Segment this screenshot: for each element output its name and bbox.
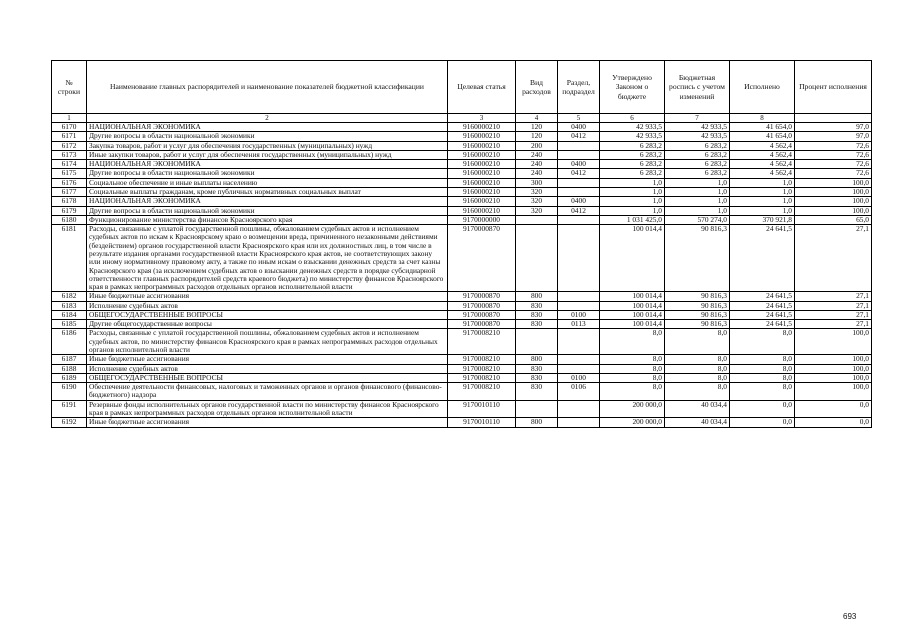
row-target-article: 9170008210 bbox=[448, 364, 516, 373]
row-expense-type: 800 bbox=[516, 355, 558, 364]
row-target-article: 9160000210 bbox=[448, 187, 516, 196]
row-budget-schedule: 40 034,4 bbox=[665, 418, 730, 427]
row-number: 6182 bbox=[52, 292, 87, 301]
row-budget-schedule: 40 034,4 bbox=[665, 400, 730, 418]
row-percent: 100,0 bbox=[795, 355, 872, 364]
row-section bbox=[558, 292, 600, 301]
row-expense-type: 830 bbox=[516, 364, 558, 373]
row-section: 0106 bbox=[558, 383, 600, 401]
row-name: ОБЩЕГОСУДАРСТВЕННЫЕ ВОПРОСЫ bbox=[87, 373, 448, 382]
row-percent: 0,0 bbox=[795, 418, 872, 427]
table-row bbox=[52, 373, 872, 382]
row-section bbox=[558, 364, 600, 373]
row-name: Иные закупки товаров, работ и услуг для обеспечения государственных (муниципальных) нужд bbox=[87, 150, 448, 159]
row-target-article: 9170008210 bbox=[448, 355, 516, 364]
row-expense-type: 800 bbox=[516, 418, 558, 427]
row-target-article: 9160000210 bbox=[448, 123, 516, 132]
row-approved: 6 283,2 bbox=[600, 160, 665, 169]
row-executed: 4 562,4 bbox=[730, 169, 795, 178]
row-executed: 8,0 bbox=[730, 383, 795, 401]
row-expense-type bbox=[516, 400, 558, 418]
table-header-row bbox=[52, 61, 872, 114]
row-section bbox=[558, 355, 600, 364]
column-number: 6 bbox=[600, 114, 665, 123]
row-number: 6177 bbox=[52, 187, 87, 196]
table-row bbox=[52, 400, 872, 418]
row-percent: 100,0 bbox=[795, 178, 872, 187]
row-target-article: 9170010110 bbox=[448, 400, 516, 418]
row-budget-schedule: 570 274,0 bbox=[665, 215, 730, 224]
row-expense-type: 320 bbox=[516, 206, 558, 215]
table-row bbox=[52, 187, 872, 196]
row-number: 6172 bbox=[52, 141, 87, 150]
table-row bbox=[52, 355, 872, 364]
row-name: Исполнение судебных актов bbox=[87, 301, 448, 310]
row-number: 6189 bbox=[52, 373, 87, 382]
row-approved: 42 933,5 bbox=[600, 132, 665, 141]
row-executed: 24 641,5 bbox=[730, 225, 795, 292]
row-budget-schedule: 6 283,2 bbox=[665, 141, 730, 150]
row-approved: 42 933,5 bbox=[600, 123, 665, 132]
row-section: 0400 bbox=[558, 197, 600, 206]
row-executed: 41 654,0 bbox=[730, 132, 795, 141]
row-target-article: 9170000870 bbox=[448, 320, 516, 329]
row-name: Другие вопросы в области национальной экономики bbox=[87, 206, 448, 215]
row-percent: 72,6 bbox=[795, 141, 872, 150]
row-number: 6175 bbox=[52, 169, 87, 178]
budget-execution-table bbox=[51, 60, 872, 428]
row-approved: 1 031 425,0 bbox=[600, 215, 665, 224]
row-number: 6174 bbox=[52, 160, 87, 169]
table-row bbox=[52, 178, 872, 187]
row-number: 6187 bbox=[52, 355, 87, 364]
row-expense-type: 320 bbox=[516, 187, 558, 196]
row-target-article: 9170000870 bbox=[448, 301, 516, 310]
row-executed: 24 641,5 bbox=[730, 292, 795, 301]
row-target-article: 9160000210 bbox=[448, 206, 516, 215]
row-executed: 24 641,5 bbox=[730, 320, 795, 329]
row-approved: 100 014,4 bbox=[600, 225, 665, 292]
row-approved: 100 014,4 bbox=[600, 292, 665, 301]
row-percent: 100,0 bbox=[795, 187, 872, 196]
row-executed: 24 641,5 bbox=[730, 301, 795, 310]
row-executed: 0,0 bbox=[730, 400, 795, 418]
row-target-article: 9170008210 bbox=[448, 329, 516, 355]
row-executed: 0,0 bbox=[730, 418, 795, 427]
header-approved: Утверждено Законом о бюджете bbox=[600, 61, 665, 114]
row-section: 0400 bbox=[558, 123, 600, 132]
page-number: 693 bbox=[843, 612, 857, 621]
column-number-blank bbox=[795, 114, 872, 123]
row-number: 6191 bbox=[52, 400, 87, 418]
header-executed: Исполнено bbox=[730, 61, 795, 114]
row-percent: 27,1 bbox=[795, 225, 872, 292]
table-row bbox=[52, 150, 872, 159]
row-section: 0400 bbox=[558, 160, 600, 169]
row-target-article: 9170008210 bbox=[448, 383, 516, 401]
column-number: 8 bbox=[730, 114, 795, 123]
row-approved: 100 014,4 bbox=[600, 301, 665, 310]
table-row bbox=[52, 329, 872, 355]
row-section bbox=[558, 187, 600, 196]
row-budget-schedule: 8,0 bbox=[665, 355, 730, 364]
row-budget-schedule: 8,0 bbox=[665, 364, 730, 373]
row-section bbox=[558, 301, 600, 310]
row-budget-schedule: 42 933,5 bbox=[665, 123, 730, 132]
row-executed: 4 562,4 bbox=[730, 150, 795, 159]
row-name: Другие вопросы в области национальной экономики bbox=[87, 169, 448, 178]
table-row bbox=[52, 292, 872, 301]
row-executed: 8,0 bbox=[730, 373, 795, 382]
row-budget-schedule: 90 816,3 bbox=[665, 310, 730, 319]
header-budget-schedule: Бюджетная роспись с учетом изменений bbox=[665, 61, 730, 114]
row-expense-type: 830 bbox=[516, 301, 558, 310]
row-approved: 6 283,2 bbox=[600, 141, 665, 150]
row-name: Социальные выплаты гражданам, кроме публичных нормативных социальных выплат bbox=[87, 187, 448, 196]
row-expense-type: 800 bbox=[516, 292, 558, 301]
row-executed: 4 562,4 bbox=[730, 160, 795, 169]
row-executed: 8,0 bbox=[730, 364, 795, 373]
row-percent: 27,1 bbox=[795, 301, 872, 310]
row-budget-schedule: 1,0 bbox=[665, 206, 730, 215]
row-budget-schedule: 6 283,2 bbox=[665, 169, 730, 178]
row-target-article: 9160000210 bbox=[448, 197, 516, 206]
row-section: 0113 bbox=[558, 320, 600, 329]
row-percent: 27,1 bbox=[795, 292, 872, 301]
column-number: 1 bbox=[52, 114, 87, 123]
row-expense-type: 120 bbox=[516, 132, 558, 141]
row-percent: 72,6 bbox=[795, 160, 872, 169]
row-name: НАЦИОНАЛЬНАЯ ЭКОНОМИКА bbox=[87, 160, 448, 169]
row-section bbox=[558, 329, 600, 355]
row-executed: 370 921,8 bbox=[730, 215, 795, 224]
header-expense-type: Вид расходов bbox=[516, 61, 558, 114]
row-percent: 100,0 bbox=[795, 206, 872, 215]
table-row bbox=[52, 301, 872, 310]
row-name: Закупка товаров, работ и услуг для обеспечения государственных (муниципальных) нужд bbox=[87, 141, 448, 150]
row-approved: 200 000,0 bbox=[600, 418, 665, 427]
row-section: 0100 bbox=[558, 310, 600, 319]
row-budget-schedule: 90 816,3 bbox=[665, 320, 730, 329]
row-expense-type: 240 bbox=[516, 169, 558, 178]
column-number: 4 bbox=[516, 114, 558, 123]
row-section: 0100 bbox=[558, 373, 600, 382]
table-row bbox=[52, 197, 872, 206]
row-expense-type: 200 bbox=[516, 141, 558, 150]
row-budget-schedule: 1,0 bbox=[665, 197, 730, 206]
row-number: 6181 bbox=[52, 225, 87, 292]
row-number: 6188 bbox=[52, 364, 87, 373]
row-budget-schedule: 8,0 bbox=[665, 383, 730, 401]
row-budget-schedule: 8,0 bbox=[665, 373, 730, 382]
row-name: Исполнение судебных актов bbox=[87, 364, 448, 373]
row-budget-schedule: 90 816,3 bbox=[665, 292, 730, 301]
table-row bbox=[52, 141, 872, 150]
row-section: 0412 bbox=[558, 206, 600, 215]
row-executed: 41 654,0 bbox=[730, 123, 795, 132]
row-expense-type: 830 bbox=[516, 383, 558, 401]
row-executed: 1,0 bbox=[730, 178, 795, 187]
row-expense-type: 830 bbox=[516, 310, 558, 319]
table-row bbox=[52, 310, 872, 319]
row-expense-type: 300 bbox=[516, 178, 558, 187]
row-expense-type: 320 bbox=[516, 197, 558, 206]
row-approved: 200 000,0 bbox=[600, 400, 665, 418]
row-target-article: 9160000210 bbox=[448, 141, 516, 150]
table-row bbox=[52, 418, 872, 427]
row-name: НАЦИОНАЛЬНАЯ ЭКОНОМИКА bbox=[87, 197, 448, 206]
row-percent: 100,0 bbox=[795, 197, 872, 206]
row-expense-type: 240 bbox=[516, 150, 558, 159]
row-executed: 4 562,4 bbox=[730, 141, 795, 150]
row-number: 6179 bbox=[52, 206, 87, 215]
row-name: Другие общегосударственные вопросы bbox=[87, 320, 448, 329]
header-percent: Процент исполнения bbox=[795, 61, 872, 114]
row-name: Обеспечение деятельности финансовых, налоговых и таможенных органов и органов финансового (финансово-бюджетного) надзора bbox=[87, 383, 448, 401]
row-expense-type: 830 bbox=[516, 320, 558, 329]
row-approved: 100 014,4 bbox=[600, 320, 665, 329]
row-approved: 8,0 bbox=[600, 364, 665, 373]
table-body bbox=[52, 123, 872, 428]
row-section bbox=[558, 178, 600, 187]
row-approved: 8,0 bbox=[600, 355, 665, 364]
row-number: 6176 bbox=[52, 178, 87, 187]
row-expense-type: 240 bbox=[516, 160, 558, 169]
header-row-number: № строки bbox=[52, 61, 87, 114]
row-target-article: 9170000870 bbox=[448, 292, 516, 301]
row-budget-schedule: 6 283,2 bbox=[665, 160, 730, 169]
table-row bbox=[52, 364, 872, 373]
row-budget-schedule: 1,0 bbox=[665, 187, 730, 196]
row-name: Иные бюджетные ассигнования bbox=[87, 355, 448, 364]
row-approved: 8,0 bbox=[600, 329, 665, 355]
row-target-article: 9170008210 bbox=[448, 373, 516, 382]
row-percent: 27,1 bbox=[795, 310, 872, 319]
row-percent: 0,0 bbox=[795, 400, 872, 418]
table-row bbox=[52, 383, 872, 401]
row-approved: 1,0 bbox=[600, 197, 665, 206]
row-number: 6186 bbox=[52, 329, 87, 355]
table-row bbox=[52, 160, 872, 169]
table-row bbox=[52, 320, 872, 329]
table-row bbox=[52, 123, 872, 132]
column-number: 5 bbox=[558, 114, 600, 123]
row-name: Резервные фонды исполнительных органов государственной власти по министерству финансов Красноярского края в рамках непрограммных расходов отдельных органов исполнительной власти bbox=[87, 400, 448, 418]
row-section bbox=[558, 150, 600, 159]
row-budget-schedule: 6 283,2 bbox=[665, 150, 730, 159]
table-row bbox=[52, 132, 872, 141]
row-number: 6184 bbox=[52, 310, 87, 319]
row-approved: 1,0 bbox=[600, 187, 665, 196]
row-approved: 8,0 bbox=[600, 383, 665, 401]
row-name: Социальное обеспечение и иные выплаты населению bbox=[87, 178, 448, 187]
column-number: 3 bbox=[448, 114, 516, 123]
row-executed: 1,0 bbox=[730, 187, 795, 196]
header-name: Наименование главных распорядителей и наименование показателей бюджетной классификации bbox=[87, 61, 448, 114]
row-number: 6170 bbox=[52, 123, 87, 132]
row-name: Другие вопросы в области национальной экономики bbox=[87, 132, 448, 141]
row-expense-type bbox=[516, 215, 558, 224]
header-target-article: Целевая статья bbox=[448, 61, 516, 114]
row-target-article: 9170000000 bbox=[448, 215, 516, 224]
row-budget-schedule: 90 816,3 bbox=[665, 225, 730, 292]
row-name: ОБЩЕГОСУДАРСТВЕННЫЕ ВОПРОСЫ bbox=[87, 310, 448, 319]
row-approved: 100 014,4 bbox=[600, 310, 665, 319]
row-budget-schedule: 1,0 bbox=[665, 178, 730, 187]
table-row bbox=[52, 215, 872, 224]
row-approved: 8,0 bbox=[600, 373, 665, 382]
row-percent: 27,1 bbox=[795, 320, 872, 329]
row-budget-schedule: 8,0 bbox=[665, 329, 730, 355]
row-approved: 1,0 bbox=[600, 206, 665, 215]
row-number: 6190 bbox=[52, 383, 87, 401]
row-number: 6192 bbox=[52, 418, 87, 427]
row-target-article: 9170000870 bbox=[448, 225, 516, 292]
row-percent: 72,6 bbox=[795, 150, 872, 159]
row-executed: 8,0 bbox=[730, 329, 795, 355]
row-percent: 100,0 bbox=[795, 329, 872, 355]
table-row bbox=[52, 206, 872, 215]
row-section bbox=[558, 215, 600, 224]
row-number: 6173 bbox=[52, 150, 87, 159]
row-number: 6183 bbox=[52, 301, 87, 310]
row-expense-type: 830 bbox=[516, 373, 558, 382]
row-target-article: 9170000870 bbox=[448, 310, 516, 319]
row-percent: 72,6 bbox=[795, 169, 872, 178]
column-number: 2 bbox=[87, 114, 448, 123]
row-approved: 6 283,2 bbox=[600, 150, 665, 159]
row-name: Функционирование министерства финансов Красноярского края bbox=[87, 215, 448, 224]
row-percent: 100,0 bbox=[795, 364, 872, 373]
row-target-article: 9160000210 bbox=[448, 178, 516, 187]
row-section bbox=[558, 225, 600, 292]
column-number: 7 bbox=[665, 114, 730, 123]
row-section bbox=[558, 418, 600, 427]
row-target-article: 9160000210 bbox=[448, 169, 516, 178]
header-section: Раздел, подраздел bbox=[558, 61, 600, 114]
row-name: Расходы, связанные с уплатой государственной пошлины, обжалованием судебных актов и исполнением судебных актов по искам к Красноярскому краю о возмещении вреда, причиненного незаконными действиями (бездействием) органов государственной власти Красноярского края или их должностных лиц, в том числе в результате издания органами государственной власти Красноярского края актов, не соответствующих закону или иному нормативному правовому акту, а также по иным искам о взыскании денежных средств за счет казны Красноярского края (за исключением судебных актов о взыскании денежных средств в порядке субсидиарной ответственности главных распорядителей средств краевого бюджета) по министерству финансов Красноярского края в рамках непрограммных расходов отдельных органов исполнительной власти bbox=[87, 225, 448, 292]
table-row bbox=[52, 169, 872, 178]
row-section bbox=[558, 400, 600, 418]
row-expense-type bbox=[516, 225, 558, 292]
table-row bbox=[52, 225, 872, 292]
row-executed: 24 641,5 bbox=[730, 310, 795, 319]
row-section: 0412 bbox=[558, 169, 600, 178]
row-number: 6185 bbox=[52, 320, 87, 329]
row-executed: 1,0 bbox=[730, 197, 795, 206]
row-name: Иные бюджетные ассигнования bbox=[87, 418, 448, 427]
row-name: Расходы, связанные с уплатой государственной пошлины, обжалованием судебных актов и исполнением судебных актов, по министерству финансов Красноярского края в рамках непрограммных расходов отдельных органов исполнительной власти bbox=[87, 329, 448, 355]
row-percent: 65,0 bbox=[795, 215, 872, 224]
row-target-article: 9160000210 bbox=[448, 160, 516, 169]
row-executed: 8,0 bbox=[730, 355, 795, 364]
row-section: 0412 bbox=[558, 132, 600, 141]
row-expense-type: 120 bbox=[516, 123, 558, 132]
row-number: 6171 bbox=[52, 132, 87, 141]
row-number: 6178 bbox=[52, 197, 87, 206]
row-target-article: 9160000210 bbox=[448, 132, 516, 141]
row-percent: 97,0 bbox=[795, 132, 872, 141]
row-budget-schedule: 90 816,3 bbox=[665, 301, 730, 310]
row-percent: 97,0 bbox=[795, 123, 872, 132]
row-percent: 100,0 bbox=[795, 373, 872, 382]
row-expense-type bbox=[516, 329, 558, 355]
row-approved: 1,0 bbox=[600, 178, 665, 187]
row-budget-schedule: 42 933,5 bbox=[665, 132, 730, 141]
column-number-row bbox=[52, 114, 872, 123]
row-target-article: 9170010110 bbox=[448, 418, 516, 427]
row-number: 6180 bbox=[52, 215, 87, 224]
row-name: НАЦИОНАЛЬНАЯ ЭКОНОМИКА bbox=[87, 123, 448, 132]
row-executed: 1,0 bbox=[730, 206, 795, 215]
row-section bbox=[558, 141, 600, 150]
row-percent: 100,0 bbox=[795, 383, 872, 401]
row-approved: 6 283,2 bbox=[600, 169, 665, 178]
row-target-article: 9160000210 bbox=[448, 150, 516, 159]
row-name: Иные бюджетные ассигнования bbox=[87, 292, 448, 301]
